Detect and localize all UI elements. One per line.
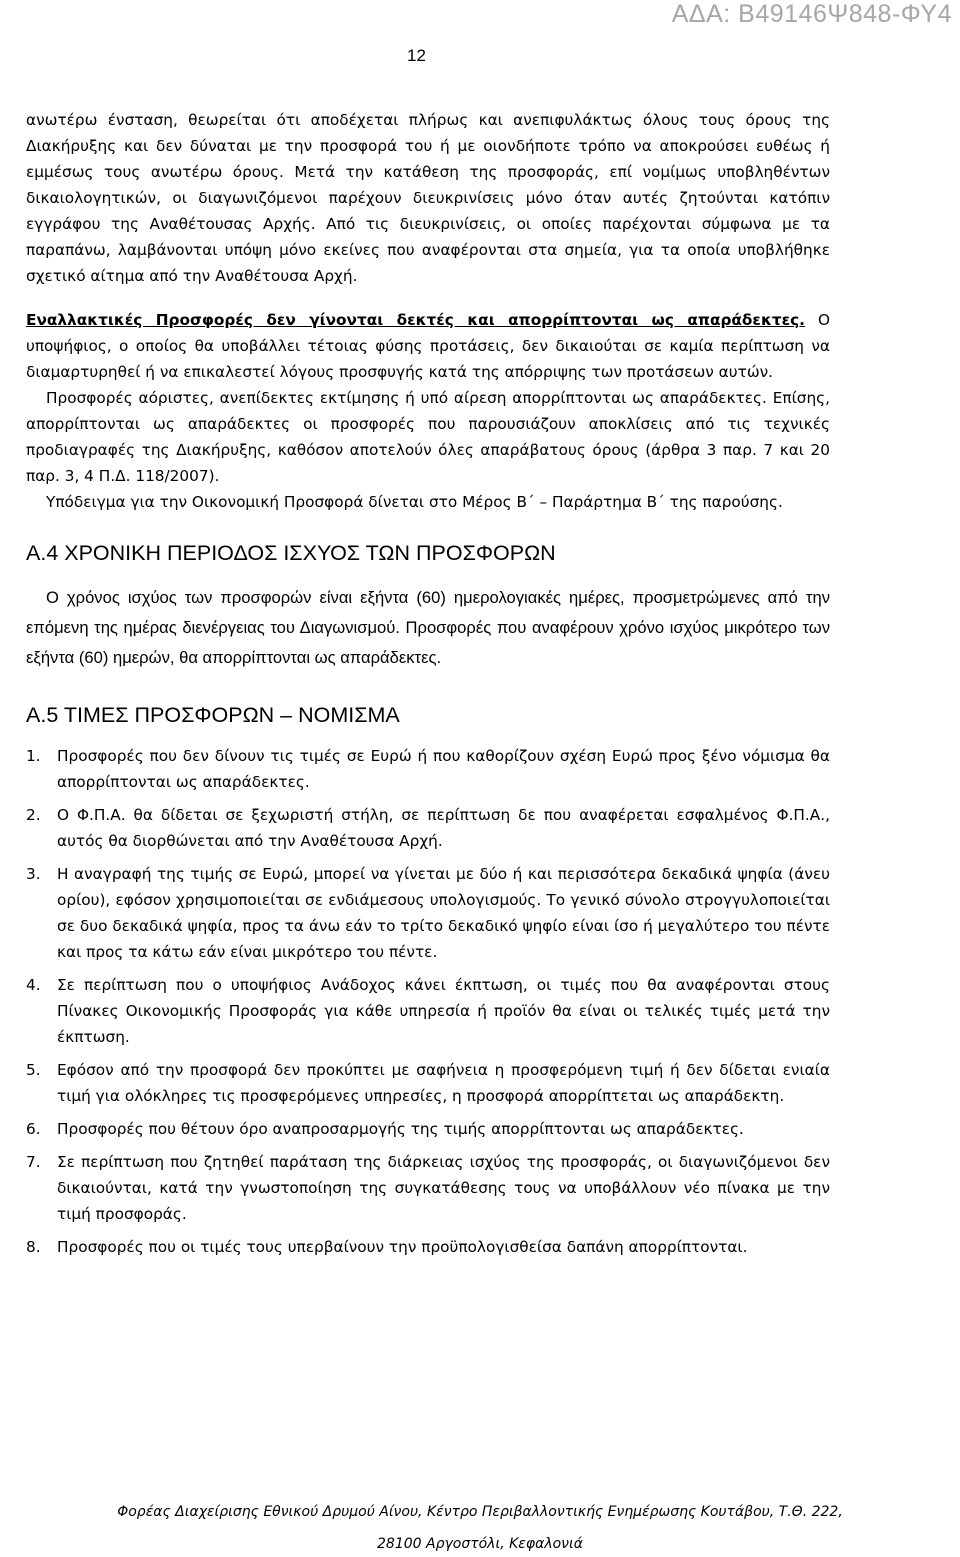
list-item xyxy=(26,1234,830,1260)
page-number: 12 xyxy=(407,46,426,65)
list-item-number: 5. xyxy=(26,1061,41,1079)
paragraph-indefinite-offers: Προσφορές αόριστες, ανεπίδεκτες εκτίμησης ή υπό αίρεση απορρίπτονται ως απαράδεκτες. Επίσης, απορρίπτονται ως απαράδεκτες οι προσφορές που παρουσιάζουν αποκλίσεις από τις τεχνικές προδιαγραφές της Διακήρυξης, καθόσον αποτελούν όλες απαράβατους όρους (άρθρα 3 παρ. 7 και 20 παρ. 3, 4 Π.Δ. 118/2007). xyxy=(26,389,830,485)
section-heading-a4: Α.4 ΧΡΟΝΙΚΗ ΠΕΡΙΟΔΟΣ ΙΣΧΥΟΣ ΤΩΝ ΠΡΟΣΦΟΡΩΝ xyxy=(26,541,556,565)
paragraph-clarifications: ανωτέρω ένσταση, θεωρείται ότι αποδέχεται πλήρως και ανεπιφυλάκτως όλους τους όρους της Διακήρυξης και δεν δύναται με την προσφορά του ή με οιονδήποτε τρόπο να αποκρούσει ευθέως ή εμμέσως τους ανωτέρω όρους. Μετά την κατάθεση της προσφοράς, επί νομίμως υποβληθέντων δικαιολογητικών, οι διαγωνιζόμενοι παρέχουν διευκρινίσεις μόνο όταν αυτές ζητούνται κατόπιν εγγράφου της Αναθέτουσας Αρχής. Από τις διευκρινίσεις, οι οποίες παρέχονται σύμφωνα με τα παραπάνω, λαμβάνονται υπόψη μόνο εκείνες που αναφέρονται στα σημεία, για τα οποία υποβλήθηκε σχετικό αίτημα από την Αναθέτουσα Αρχή. xyxy=(26,111,830,285)
paragraph-offer-validity: Ο χρόνος ισχύος των προσφορών είναι εξήντα (60) ημερολογιακές ημέρες, προσμετρώμενες από την επόμενη της ημέρας διενέργειας του Διαγωνισμού. Προσφορές που αναφέρουν χρόνο ισχύος μικρότερο των εξήντα (60) ημερών, θα απορρίπτονται ως απαράδεκτες. xyxy=(26,588,830,667)
list-item-text: Προσφορές που δεν δίνουν τις τιμές σε Ευρώ ή που καθορίζουν σχέση Ευρώ προς ξένο νόμισμα θα απορρίπτονται ως απαράδεκτες. xyxy=(57,747,830,791)
list-item xyxy=(26,1057,830,1109)
price-rules-list xyxy=(26,743,830,1260)
list-item-number: 7. xyxy=(26,1153,41,1171)
list-item xyxy=(26,802,830,854)
section-heading-a5: Α.5 ΤΙΜΕΣ ΠΡΟΣΦΟΡΩΝ – ΝΟΜΙΣΜΑ xyxy=(26,703,400,727)
list-item-text: Σε περίπτωση που ζητηθεί παράταση της διάρκειας ισχύος της προσφοράς, οι διαγωνιζόμενοι δεν δικαιούνται, κατά την γνωστοποίηση της συγκατάθεσης τους να υποβάλλουν νέο πίνακα με την τιμή προσφοράς. xyxy=(57,1153,830,1223)
ada-code: ΑΔΑ: Β49146Ψ848-ΦΥ4 xyxy=(671,0,952,28)
list-item-number: 6. xyxy=(26,1120,41,1138)
list-item-number: 2. xyxy=(26,806,41,824)
list-item xyxy=(26,743,830,795)
list-item-number: 3. xyxy=(26,865,41,883)
list-item-text: Ο Φ.Π.Α. θα δίδεται σε ξεχωριστή στήλη, σε περίπτωση δε που αναφέρεται εσφαλμένος Φ.Π.Α., αυτός θα διορθώνεται από την Αναθέτουσα Αρχή. xyxy=(57,806,830,850)
list-item-number: 8. xyxy=(26,1238,41,1256)
list-item-text: Προσφορές που θέτουν όρο αναπροσαρμογής της τιμής απορρίπτονται ως απαράδεκτες. xyxy=(57,1120,744,1138)
list-item-number: 1. xyxy=(26,747,41,765)
list-item xyxy=(26,1149,830,1227)
list-item-text: Εφόσον από την προσφορά δεν προκύπτει με σαφήνεια η προσφερόμενη τιμή ή δεν δίδεται ενιαία τιμή για ολόκληρες τις προσφερόμενες υπηρεσίες, η προσφορά απορρίπτεται ως απαράδεκτη. xyxy=(57,1061,830,1105)
paragraph-alternative-offers xyxy=(26,307,830,385)
list-item-text: Σε περίπτωση που ο υποψήφιος Ανάδοχος κάνει έκπτωση, οι τιμές που θα αναφέρονται στους Πίνακες Οικονομικής Προσφοράς για κάθε υπηρεσία ή προϊόν θα είναι οι τελικές τιμές μετά την έκπτωση. xyxy=(57,976,830,1046)
list-item xyxy=(26,861,830,965)
list-item-text: Προσφορές που οι τιμές τους υπερβαίνουν την προϋπολογισθείσα δαπάνη απορρίπτονται. xyxy=(57,1238,748,1256)
document-body xyxy=(26,107,830,1267)
list-item-number: 4. xyxy=(26,976,41,994)
list-item xyxy=(26,1116,830,1142)
list-item xyxy=(26,972,830,1050)
footer-address-line2: 28100 Αργοστόλι, Κεφαλονιά xyxy=(377,1536,583,1552)
alternative-offers-text: Ο υποψήφιος, ο οποίος θα υποβάλλει τέτοιας φύσης προτάσεις, δεν δικαιούται σε καμία περίπτωση να διαμαρτυρηθεί ή να επικαλεστεί λόγους προσφυγής κατά της απόρριψης των προτάσεων αυτών. xyxy=(26,311,831,381)
list-item-text: Η αναγραφή της τιμής σε Ευρώ, μπορεί να γίνεται με δύο ή και περισσότερα δεκαδικά ψηφία (άνευ ορίου), εφόσον χρησιμοποιείται σε ενδιάμεσους υπολογισμούς. Το γενικό σύνολο στρογγυλοποιείται σε δυο δεκαδικά ψηφία, προς τα άνω εάν το τρίτο δεκαδικό ψηφίο είναι ίσο ή μεγαλύτερο του πέντε και προς τα κάτω εάν είναι μικρότερο του πέντε. xyxy=(57,865,830,961)
alternative-offers-emphasis: Εναλλακτικές Προσφορές δεν γίνονται δεκτές και απορρίπτονται ως απαράδεκτες. xyxy=(26,311,805,329)
footer-address-line1: Φορέας Διαχείρισης Εθνικού Δρυμού Αίνου, Κέντρο Περιβαλλοντικής Ενημέρωσης Κουτάβου, Τ.Θ. 222, xyxy=(117,1504,843,1520)
paragraph-offer-template: Υπόδειγμα για την Οικονομική Προσφορά δίνεται στο Μέρος Β΄ – Παράρτημα Β΄ της παρούσης. xyxy=(46,493,783,511)
